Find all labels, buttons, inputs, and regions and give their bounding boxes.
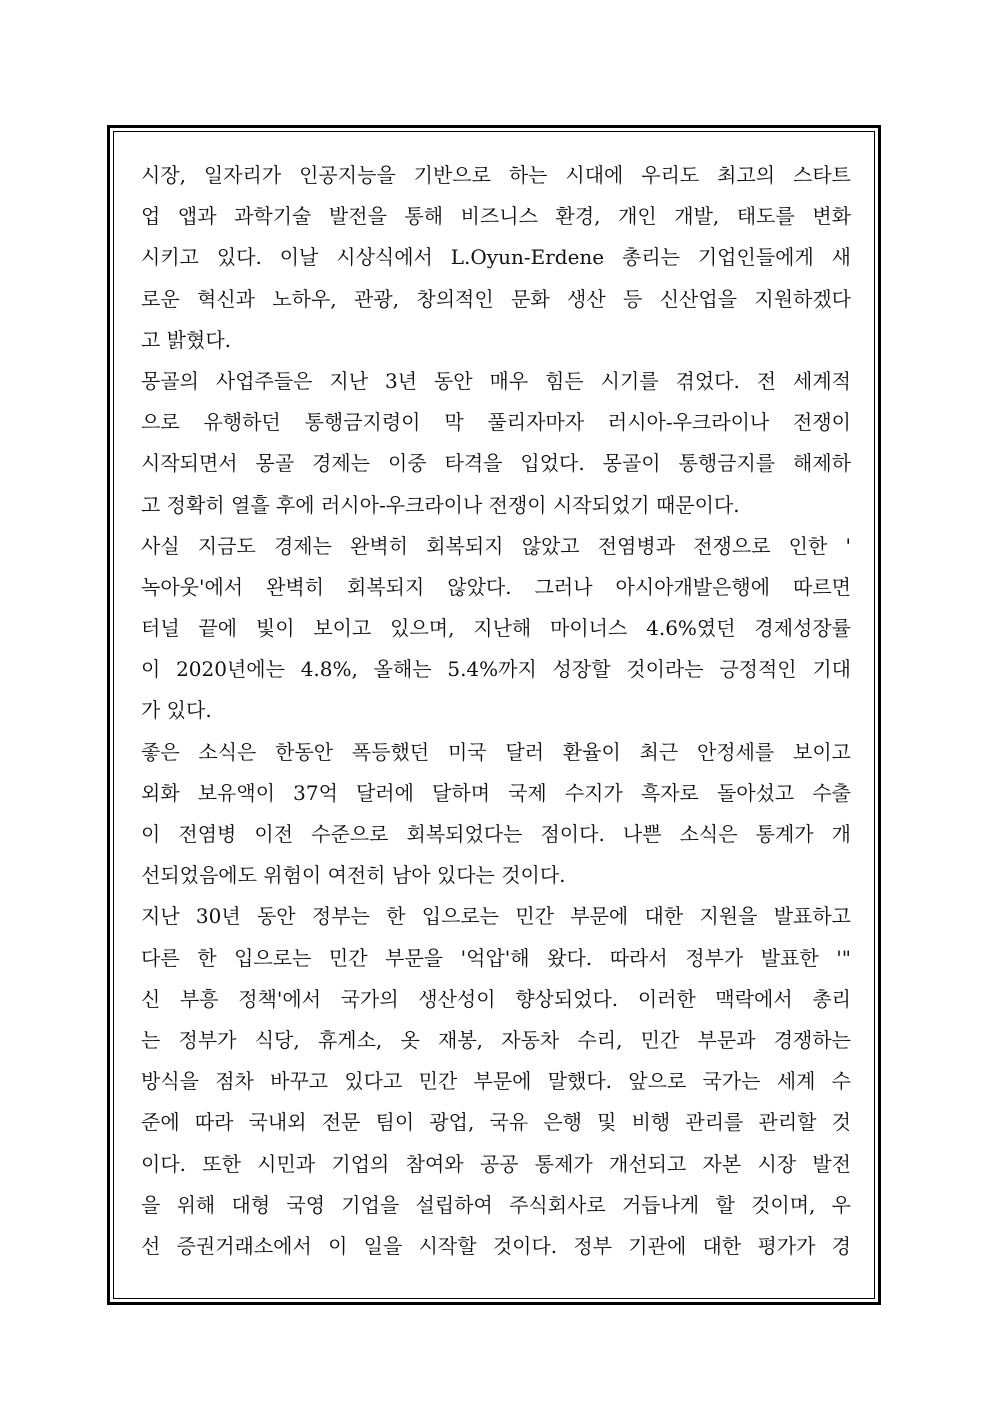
- text-line: 이 2020년에는 4.8%, 올해는 5.4%까지 성장할 것이라는 긍정적인 기대: [141, 657, 851, 682]
- text-line: 신 부흥 정책'에서 국가의 생산성이 향상되었다. 이러한 맥락에서 총리: [141, 986, 851, 1011]
- text-line: 이 전염병 이전 수준으로 회복되었다는 점이다. 나쁜 소식은 통계가 개: [141, 822, 851, 846]
- text-line: 가 있다.: [141, 698, 212, 723]
- text-line: 업 앱과 과학기술 발전을 통해 비즈니스 환경, 개인 개발, 태도를 변화: [141, 204, 851, 229]
- text-line: 다른 한 입으로는 민간 부문을 '억압'해 왔다. 따라서 정부가 발표한 '": [141, 945, 851, 970]
- document-body: [141, 155, 851, 1267]
- text-line: 터널 끝에 빛이 보이고 있으며, 지난해 마이너스 4.6%였던 경제성장률: [141, 616, 851, 641]
- text-line: 외화 보유액이 37억 달러에 달하며 국제 수지가 흑자로 돌아섰고 수출: [141, 780, 851, 805]
- text-line: 사실 지금도 경제는 완벽히 회복되지 않았고 전염병과 전쟁으로 인한 ': [141, 533, 851, 558]
- text-line: 준에 따라 국내외 전문 팀이 광업, 국유 은행 및 비행 관리를 관리할 것: [141, 1110, 851, 1135]
- text-line: 시작되면서 몽골 경제는 이중 타격을 입었다. 몽골이 통행금지를 해제하: [141, 451, 851, 476]
- text-line: 몽골의 사업주들은 지난 3년 동안 매우 힘든 시기를 겪었다. 전 세계적: [141, 368, 851, 393]
- text-line: 시키고 있다. 이날 시상식에서 L.Oyun-Erdene 총리는 기업인들에게 새: [141, 245, 851, 270]
- text-line: 고 정확히 열흘 후에 러시아-우크라이나 전쟁이 시작되었기 때문이다.: [141, 492, 740, 517]
- text-line: 이다. 또한 시민과 기업의 참여와 공공 통제가 개선되고 자본 시장 발전: [141, 1151, 851, 1176]
- text-line: 으로 유행하던 통행금지령이 막 풀리자마자 러시아-우크라이나 전쟁이: [141, 410, 851, 435]
- text-line: 선 증권거래소에서 이 일을 시작할 것이다. 정부 기관에 대한 평가가 경: [141, 1233, 851, 1258]
- text-line: 지난 30년 동안 정부는 한 입으로는 민간 부문에 대한 지원을 발표하고: [141, 904, 851, 929]
- text-line: 시장, 일자리가 인공지능을 기반으로 하는 시대에 우리도 최고의 스타트: [141, 163, 851, 187]
- text-line: 는 정부가 식당, 휴게소, 옷 재봉, 자동차 수리, 민간 부문과 경쟁하는: [141, 1027, 851, 1052]
- text-line: 녹아웃'에서 완벽히 회복되지 않았다. 그러나 아시아개발은행에 따르면: [141, 574, 851, 599]
- text-line: 로운 혁신과 노하우, 관광, 창의적인 문화 생산 등 신산업을 지원하겠다: [141, 286, 851, 311]
- text-line: 좋은 소식은 한동안 폭등했던 미국 달러 환율이 최근 안정세를 보이고: [141, 739, 851, 764]
- text-line: 방식을 점차 바꾸고 있다고 민간 부문에 말했다. 앞으로 국가는 세계 수: [141, 1069, 851, 1094]
- text-line: 선되었음에도 위험이 여전히 남아 있다는 것이다.: [141, 863, 566, 888]
- text-line: 을 위해 대형 국영 기업을 설립하여 주식회사로 거듭나게 할 것이며, 우: [141, 1192, 851, 1217]
- text-line: 고 밝혔다.: [141, 327, 231, 352]
